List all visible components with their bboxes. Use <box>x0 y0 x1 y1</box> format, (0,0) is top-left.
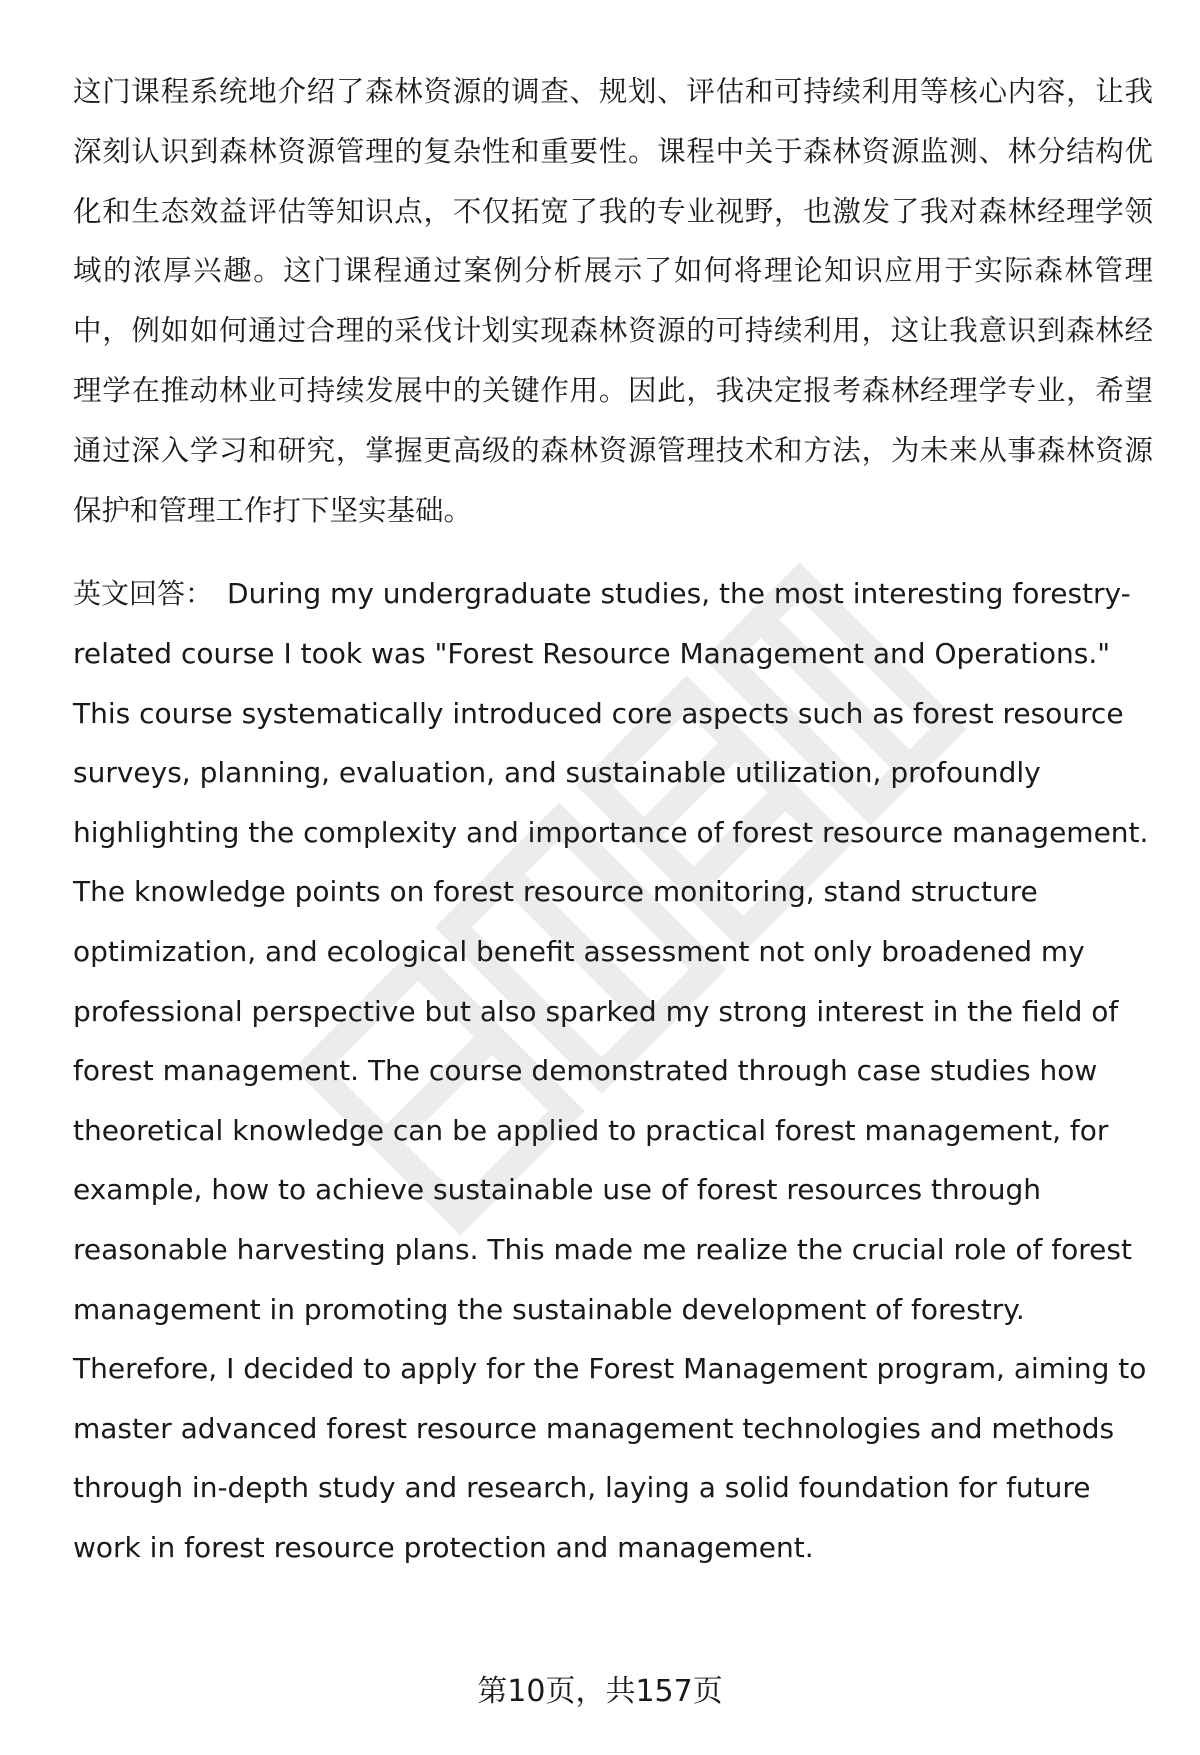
english-answer-text: During my undergraduate studies, the most interesting forestry-related course I took was "Forest Resource Management and Operations." This course systematically introduced core aspects such as forest resource surveys, planning, evaluation, and sustainable utilization, profoundly highlighting the complexity and importance of forest resource management. The knowledge points on forest resource monitoring, stand structure optimization, and ecological benefit assessment not only broadened my professional perspective but also sparked my strong interest in the field of forest management. The course demonstrated through case studies how theoretical knowledge can be applied to practical forest management, for example, how to achieve sustainable use of forest resources through reasonable harvesting plans. This made me realize the crucial role of forest management in promoting the sustainable development of forestry. Therefore, I decided to apply for the Forest Management program, aiming to master advanced forest resource management technologies and methods through in-depth study and research, laying a solid foundation for future work in forest resource protection and management. <box>73 577 1149 1564</box>
document-body <box>73 62 1153 1577</box>
english-answer-paragraph <box>73 564 1153 1577</box>
english-answer-label: 英文回答： <box>73 577 214 611</box>
page-number-footer: 第10页，共157页 <box>477 1674 723 1709</box>
chinese-answer-paragraph: 这门课程系统地介绍了森林资源的调查、规划、评估和可持续利用等核心内容，让我深刻认识到森林资源管理的复杂性和重要性。课程中关于森林资源监测、林分结构优化和生态效益评估等知识点，不仅拓宽了我的专业视野，也激发了我对森林经理学领域的浓厚兴趣。这门课程通过案例分析展示了如何将理论知识应用于实际森林管理中，例如如何通过合理的采伐计划实现森林资源的可持续利用，这让我意识到森林经理学在推动林业可持续发展中的关键作用。因此，我决定报考森林经理学专业，希望通过深入学习和研究，掌握更高级的森林资源管理技术和方法，为未来从事森林资源保护和管理工作打下坚实基础。 <box>73 75 1153 527</box>
